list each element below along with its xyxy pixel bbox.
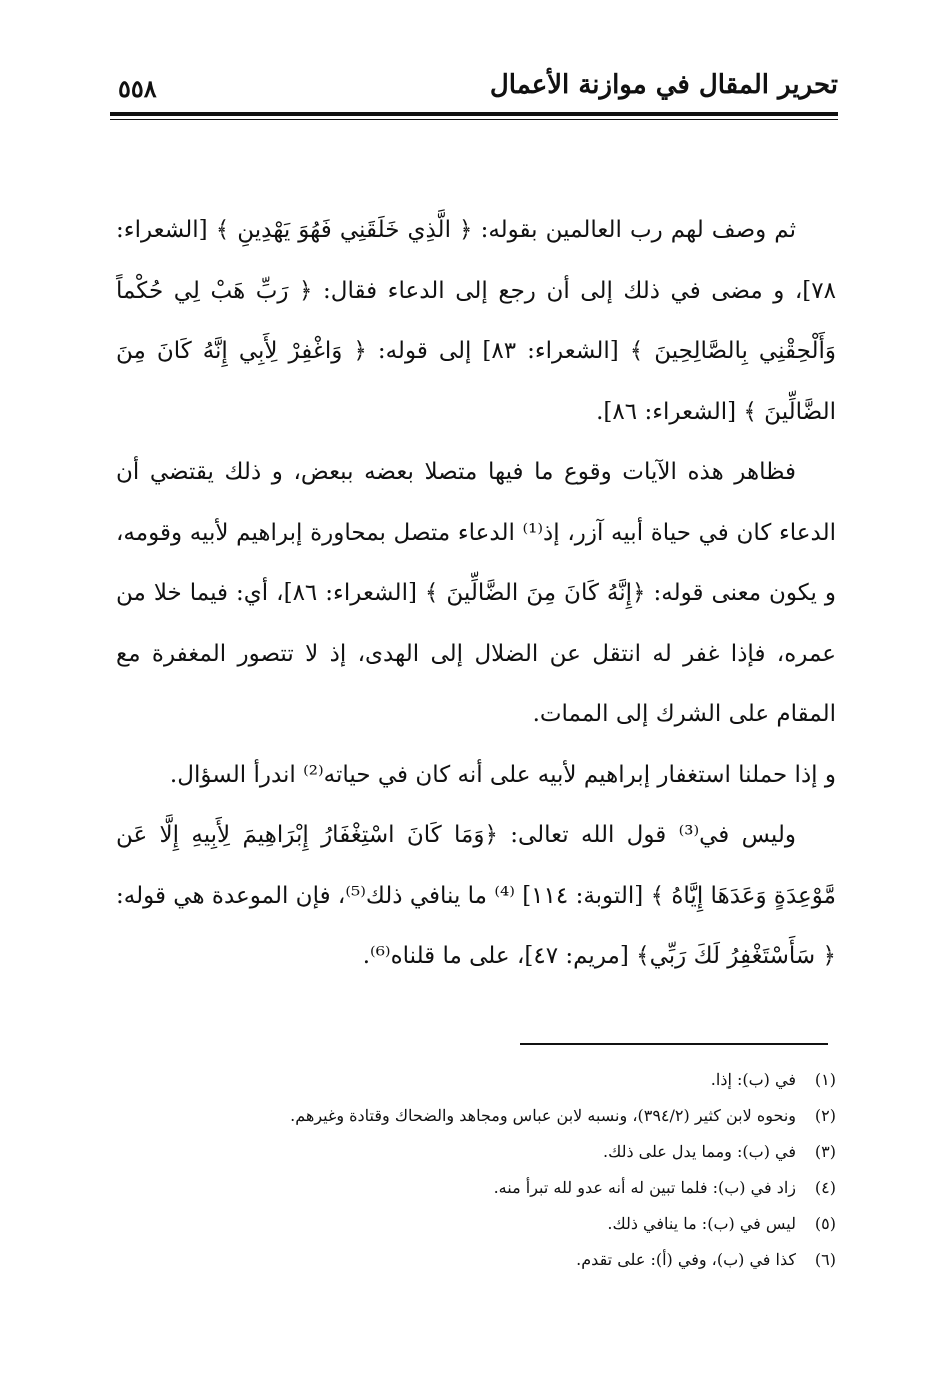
footnote-number: (٢) [814,1106,836,1125]
footnotes-list [116,1062,836,1278]
footnote [116,1062,836,1098]
paragraph: و إذا حملنا استغفار إبراهيم لأبيه على أنه كان في حياته⁽²⁾ اندرأ السؤال. [169,761,836,788]
paragraph: ثم وصف لهم رب العالمين بقوله: ﴿ الَّذِي خَلَقَنِي فَهُوَ يَهْدِينِ ﴾ [الشعراء: ٧٨]، و مضى في ذلك إلى أن رجع إلى الدعاء فقال: ﴿ رَبِّ هَبْ لِي حُكْماً وَأَلْحِقْنِي بِالصَّالِحِينَ ﴾ [الشعراء: ٨٣] إلى قوله: ﴿ وَاغْفِرْ لِأَبِي إِنَّهُ كَانَ مِنَ الضَّالِّينَ ﴾ [الشعراء: ٨٦]. [116,217,836,425]
header-rule-thin [110,119,838,120]
footnote-text: في (ب): إذا. [710,1070,796,1089]
footnote-separator [520,1043,828,1045]
footnote-text: ونحوه لابن كثير (٣٩٤/٢)، ونسبه لابن عباس ومجاهد والضحاك وقتادة وغيرهم. [290,1106,796,1125]
footnote-text: زاد في (ب): فلما تبين له أنه عدو لله تبرأ منه. [493,1178,796,1197]
footnote-text: في (ب): ومما يدل على ذلك. [603,1142,796,1161]
header-rule-thick [110,112,838,116]
paragraph: وليس في⁽³⁾ قول الله تعالى: ﴿وَمَا كَانَ اسْتِغْفَارُ إِبْرَاهِيمَ لِأَبِيهِ إِلَّا عَن مَّوْعِدَةٍ وَعَدَهَا إِيَّاهُ ﴾ [التوبة: ١١٤] ⁽⁴⁾ ما ينافي ذلك⁽⁵⁾، فإن الموعدة هي قوله: ﴿ سَأَسْتَغْفِرُ لَكَ رَبِّي﴾ [مريم: ٤٧]، على ما قلناه⁽⁶⁾. [116,822,836,969]
footnote-number: (٣) [814,1142,836,1161]
footnote [116,1206,836,1242]
footnote-number: (٤) [814,1178,836,1197]
page-number: ٥٥٨ [118,74,157,103]
footnote-number: (١) [814,1070,836,1089]
main-text [116,200,836,987]
paragraph: فظاهر هذه الآيات وقوع ما فيها متصلا بعضه ببعض، و ذلك يقتضي أن الدعاء كان في حياة أبيه آزر، إذ⁽¹⁾ الدعاء متصل بمحاورة إبراهيم لأبيه وقومه، و يكون معنى قوله: ﴿إِنَّهُ كَانَ مِنَ الضَّالِّينَ ﴾ [الشعراء: ٨٦]، أي: فيما خلا من عمره، فإذا غفر له انتقل عن الضلال إلى الهدى، إذ لا تتصور المغفرة مع المقام على الشرك إلى الممات. [116,459,836,727]
footnote-text: ليس في (ب): ما ينافي ذلك. [607,1214,796,1233]
running-title: تحرير المقال في موازنة الأعمال [489,70,838,100]
footnote [116,1242,836,1278]
footnote-number: (٥) [814,1214,836,1233]
page-header [110,62,838,120]
footnote-number: (٦) [814,1250,836,1269]
footnote [116,1134,836,1170]
footnote [116,1170,836,1206]
footnote-text: كذا في (ب)، وفي (أ): على تقدم. [576,1250,796,1269]
footnote [116,1098,836,1134]
